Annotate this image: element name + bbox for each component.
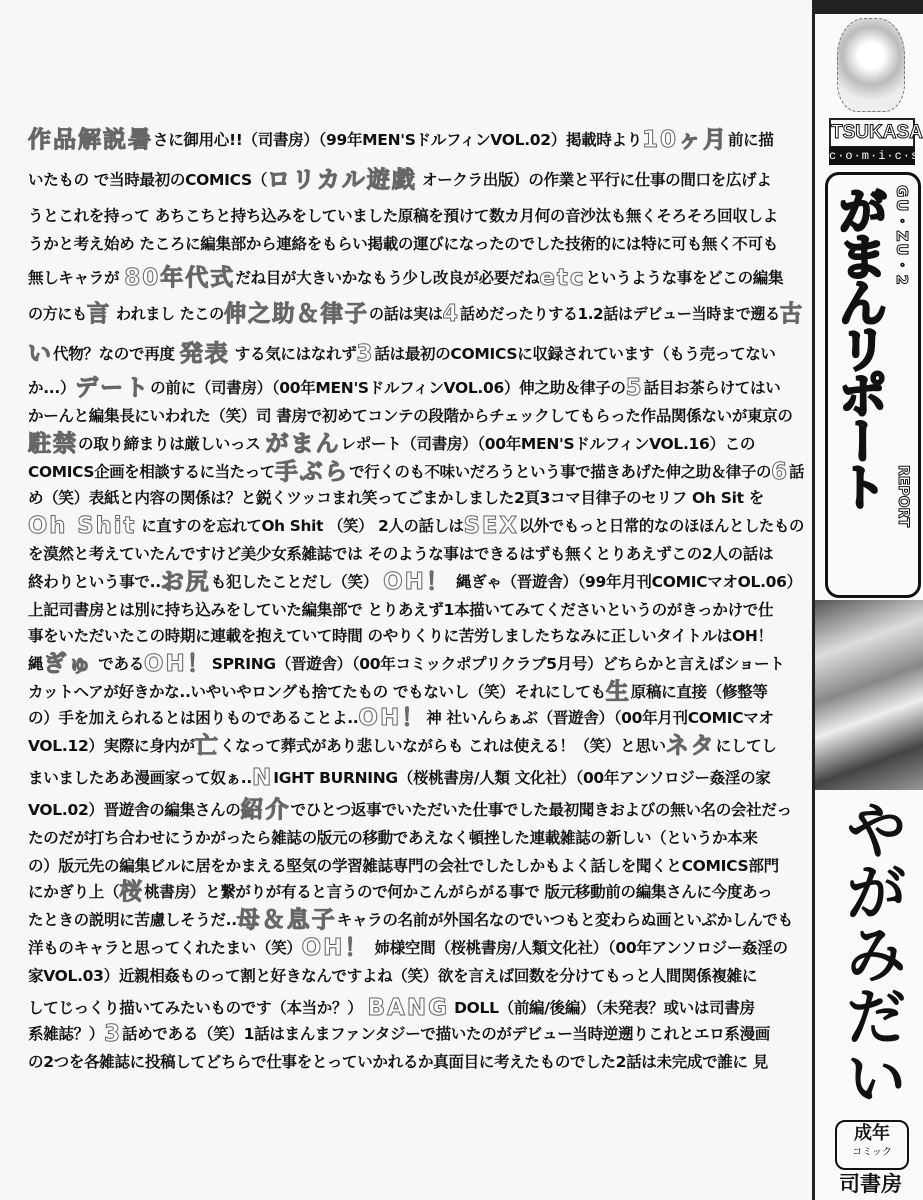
text-segment: カットヘアが好きかな..いやいやロングも捨てたもの でもないし（笑）それにしても xyxy=(28,683,606,701)
emphasized-word: 80年代式 xyxy=(124,265,236,291)
emphasized-word: Oh Shit xyxy=(28,513,137,539)
emphasized-word: 発表 xyxy=(179,341,230,367)
emphasized-word: 6 xyxy=(771,459,789,485)
emphasized-word: 作品解説 xyxy=(28,127,128,153)
text-segment: キャラの名前が外国名なのでいつもと変わらぬ画といぶかしんでも xyxy=(336,911,793,929)
character-illustration xyxy=(837,18,905,112)
text-line xyxy=(28,1052,768,1072)
text-line xyxy=(28,513,805,539)
text-segment: われまし たこの xyxy=(111,305,224,323)
text-segment: で行くのも不味いだろうという事で描きあげた伸之助＆律子の xyxy=(349,463,772,481)
text-line xyxy=(28,1021,770,1047)
text-segment: 無しキャラが xyxy=(28,269,125,287)
text-segment: 家VOL.03）近親相姦ものって割と好きなんですよね（笑）欲を言えば回数を分けてもっと人間関係複雑に xyxy=(28,967,758,985)
text-line xyxy=(28,600,773,620)
emphasized-word: OH！ xyxy=(383,569,451,595)
text-line xyxy=(28,966,757,986)
text-segment: の2つを各雑誌に投稿してどちらで仕事をとっていかれるか真面目に考えたものでした2話は未完成で誰に 見 xyxy=(28,1053,769,1071)
text-line xyxy=(28,459,805,485)
emphasized-word: 生 xyxy=(605,679,631,705)
text-line xyxy=(28,375,781,401)
badge-sub: コミック xyxy=(852,1147,892,1158)
text-line xyxy=(28,544,773,564)
emphasized-word: 駐禁 xyxy=(28,431,78,457)
text-segment: たのだが打ち合わせにうかがったら雑誌の版元の移動であえなく頓挫した連載雑誌の新しい（というか本来 xyxy=(28,829,758,847)
text-segment: 話目お茶らけてはい xyxy=(643,379,781,397)
text-segment: 縄ぎゃ（晋遊舎）（99年月刊COMICマオOL.06） xyxy=(450,573,802,591)
text-segment: 系雑誌？） xyxy=(28,1025,105,1043)
author-name: やがみだい xyxy=(835,798,908,1108)
text-line xyxy=(28,995,755,1021)
emphasized-word: 3 xyxy=(104,1021,123,1047)
emphasized-word: 言 xyxy=(86,301,112,327)
text-segment: うとこれを持って あちこちと持ち込みをしていました原稿を預けて数カ月何の音沙汰も無くそろそろ回収しよ xyxy=(28,207,778,225)
emphasized-word: デート xyxy=(75,375,151,401)
text-segment: うかと考え始め たころに編集部から連絡をもらい掲載の運びになったのでした技術的には特に可も無く不可も xyxy=(28,235,778,253)
text-line xyxy=(28,431,756,457)
emphasized-word: ネタ xyxy=(665,733,716,759)
emphasized-word: OH！ xyxy=(358,705,427,731)
text-line xyxy=(28,406,793,426)
adult-comic-badge xyxy=(835,1120,909,1170)
text-line xyxy=(28,569,802,595)
emphasized-word: 伸之助＆律子 xyxy=(223,301,369,327)
text-line xyxy=(28,733,777,759)
text-segment: の方にも xyxy=(28,305,87,323)
text-segment: か...） xyxy=(28,379,76,397)
emphasized-word: お尻 xyxy=(160,569,211,595)
emphasized-word: ぎゅ xyxy=(43,651,94,677)
text-line xyxy=(28,907,793,933)
text-segment: 前に描 xyxy=(727,131,774,149)
book-spine xyxy=(812,0,923,1200)
emphasized-word: 手ぶら xyxy=(274,459,350,485)
text-line xyxy=(28,301,805,327)
emphasized-word: 5 xyxy=(625,375,644,401)
series-subtitle: GU・ZU・2 xyxy=(893,185,911,287)
text-segment: 縄 xyxy=(28,655,44,673)
text-segment: 話は最初のCOMICSに収録されています（もう売ってない xyxy=(374,345,776,363)
text-line xyxy=(28,265,784,291)
emphasized-word: OH！ xyxy=(143,651,212,677)
publisher-name: 司書房 xyxy=(839,1172,902,1196)
text-segment: SPRING（晋遊舎）（00年コミックポプリクラブ5月号）どちらかと言えばショート xyxy=(211,655,785,673)
publisher-logo: TSUKASA xyxy=(829,118,915,148)
text-segment: にかぎり上（ xyxy=(28,883,120,901)
text-line xyxy=(28,626,773,646)
text-segment: してじっくり描いてみたいものです（本当か？） xyxy=(28,999,368,1017)
text-segment: 洋ものキャラと思ってくれたまい（笑） xyxy=(28,939,302,957)
emphasized-word: 古 xyxy=(779,301,805,327)
text-line xyxy=(28,879,773,905)
text-segment: VOL.12）実際に身内が xyxy=(28,737,195,755)
text-segment: いたもの で当時最初のCOMICS（ xyxy=(28,171,268,189)
text-segment: でひとつ返事でいただいた仕事でした最初聞きおよびの無い名の会社だっ xyxy=(290,801,792,819)
text-segment: IGHT BURNING（桜桃書房/人類 文化社）（00年アンソロジー姦淫の家 xyxy=(273,769,771,787)
text-segment: に直すのを忘れてOh Shit （笑） 2人の話しは xyxy=(136,517,464,535)
text-line xyxy=(28,705,774,731)
text-segment: 話 xyxy=(788,463,805,481)
emphasized-word: 桜 xyxy=(119,879,145,905)
text-segment: たときの説明に苦慮しそうだ.. xyxy=(28,911,237,929)
text-segment: め（笑）表紙と内容の関係は？と鋭くツッコまれ笑ってごまかしました2頁3コマ目律子のセリフ Oh Sit を xyxy=(28,489,764,507)
text-segment: の）手を加えられるとは困りものであることよ.. xyxy=(28,709,359,727)
emphasized-word: 紹介 xyxy=(240,797,291,823)
text-segment: 神 社いんらぁぶ（晋遊舎）（00年月刊COMICマオ xyxy=(426,709,774,727)
text-segment: さに御用心!!（司書房）（99年MEN'SドルフィンVOL.02）掲載時より xyxy=(153,131,642,149)
text-segment: する気にはなれず xyxy=(229,345,357,363)
text-segment: の）版元先の編集ビルに居をかまえる堅気の学習雑誌専門の会社でしたしかもよく話しを聞くとCOMICS部門 xyxy=(28,857,779,875)
emphasized-word: 10ヶ月 xyxy=(641,127,728,153)
emphasized-word: い xyxy=(28,341,53,367)
text-segment: オークラ出版）の作業と平行に仕事の間口を広げよ xyxy=(416,171,772,189)
text-segment: DOLL（前編/後編）（未発表？或いは司書房 xyxy=(448,999,755,1017)
text-segment: 以外でもっと日常的なのほほんとしたもの xyxy=(518,517,805,535)
cover-illustration xyxy=(815,600,923,790)
text-segment: の前に（司書房）（00年MEN'SドルフィンVOL.06）伸之助＆律子の xyxy=(150,379,626,397)
text-segment: というような事をどこの編集 xyxy=(585,269,784,287)
text-line xyxy=(28,679,768,705)
spine-top-band xyxy=(815,0,923,14)
text-line xyxy=(28,488,764,508)
text-segment: くなって葬式があり悲しいながらも これは使える！（笑）と思い xyxy=(219,737,666,755)
comics-label: c·o·m·i·c·s xyxy=(829,149,920,163)
text-segment: 桃書房）と繋がりが有ると言うので何かこんがらがる事で 版元移動前の編集さんに今度あっ xyxy=(144,883,773,901)
text-segment: 上記司書房とは別に持ち込みをしていた編集部で とりあえず1本描いてみてくださいというのがきっかけで仕 xyxy=(28,601,774,619)
emphasized-word: SEX xyxy=(463,513,519,539)
text-line xyxy=(28,206,778,226)
text-segment: VOL.02）晋遊舎の編集さんの xyxy=(28,801,241,819)
text-line xyxy=(28,167,772,193)
emphasized-word: 母＆息子 xyxy=(236,907,337,933)
text-segment: 終わりという事で.. xyxy=(28,573,161,591)
text-segment: 事をいただいたこの時期に連載を抱えていて時間 のやりくりに苦労しましたちなみに正しいタイトルはOH！ xyxy=(28,627,773,645)
text-segment: も犯したことだし（笑） xyxy=(210,573,384,591)
text-segment: レポート（司書房）（00年MEN'SドルフィンVOL.16）この xyxy=(340,435,756,453)
book-title: がまんリポート xyxy=(830,185,888,507)
text-line xyxy=(28,765,771,791)
text-segment: 原稿に直接（修整等 xyxy=(630,683,768,701)
text-line xyxy=(28,127,774,153)
emphasized-word: BANG xyxy=(367,995,449,1021)
badge-main: 成年 xyxy=(854,1123,890,1144)
text-segment: にしてし xyxy=(715,737,777,755)
text-line xyxy=(28,234,778,254)
text-segment: 代物？なので再度 xyxy=(53,345,180,363)
emphasized-word: etc xyxy=(539,265,586,291)
emphasized-word: OH！ xyxy=(301,935,370,961)
text-line xyxy=(28,797,792,823)
text-segment: だね目が大きいかなもう少し改良が必要だね xyxy=(235,269,540,287)
text-segment: を漠然と考えていたんですけど美少女系雑誌では そのような事はできるはずも無くとりあえずこの2人の話は xyxy=(28,545,774,563)
emphasized-word: 3 xyxy=(356,341,375,367)
text-segment: 話めである（笑）1話はまんまファンタジーで描いたのがデビュー当時逆遡りこれとエロ系漫画 xyxy=(122,1025,770,1043)
emphasized-word: ロリカル遊戯 xyxy=(267,167,417,193)
text-line xyxy=(28,828,758,848)
title-roman: REPORT xyxy=(895,465,911,528)
text-line xyxy=(28,341,776,367)
emphasized-word: がまん xyxy=(265,431,341,457)
text-segment: である xyxy=(93,655,144,673)
text-segment: の話は実は xyxy=(368,305,443,323)
emphasized-word: 亡 xyxy=(194,733,220,759)
text-line xyxy=(28,935,788,961)
emphasized-word: 4 xyxy=(442,301,460,327)
text-segment: COMICS企画を相談するに当たって xyxy=(28,463,275,481)
text-line xyxy=(28,651,785,677)
title-box xyxy=(825,172,921,598)
emphasized-word: 暑 xyxy=(128,127,153,153)
text-segment: の取り締まりは厳しいっス xyxy=(78,435,266,453)
text-segment: 姉様空間（桜桃書房/人類文化社）（00年アンソロジー姦淫の xyxy=(369,939,788,957)
text-segment: かーんと編集長にいわれた（笑）司 書房で初めてコンテの段階からチェックしてもらった作品関係ないが東京の xyxy=(28,407,793,425)
text-segment: 話めだったりする1.2話はデビュー当時まで遡る xyxy=(459,305,780,323)
text-line xyxy=(28,856,779,876)
text-segment: まいましたああ漫画家って奴ぁ.. xyxy=(28,769,252,787)
emphasized-word: N xyxy=(251,765,274,791)
